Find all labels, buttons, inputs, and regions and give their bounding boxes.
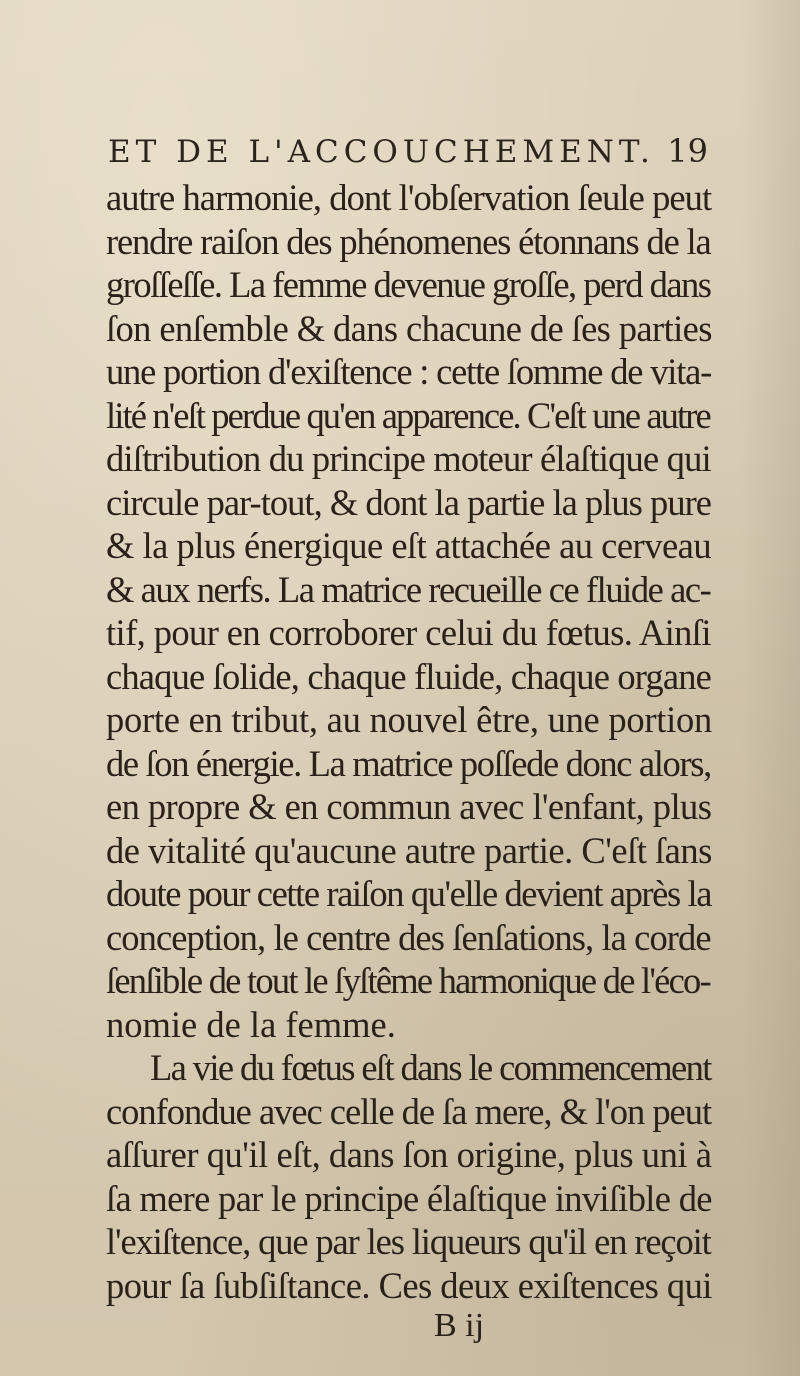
text-line: de ſon énergie. La matrice poſſede donc alors, xyxy=(106,742,711,784)
text-line: rendre raiſon des phénomenes étonnans de la xyxy=(106,220,711,262)
text-line: tif, pour en corroborer celui du fœtus. Ainſi xyxy=(106,612,711,653)
text-line: l'exiſtence, que par les liqueurs qu'il en reçoit xyxy=(106,1221,711,1262)
running-title: ET DE L'ACCOUCHEMENT. xyxy=(108,134,655,170)
signature-mark: B ij xyxy=(434,1307,485,1344)
text-line: pour ſa ſubſiſtance. Ces deux exiſtences qui xyxy=(106,1264,712,1306)
text-line: & la plus énergique eſt attachée au cerveau xyxy=(106,525,712,566)
text-line: ſenſible de tout le ſyſtême harmonique de l'éco- xyxy=(106,960,710,1001)
text-line: lité n'eſt perdue qu'en apparence. C'eſt une autre xyxy=(106,394,710,436)
text-line: confondue avec celle de ſa mere, & l'on peut xyxy=(106,1090,712,1132)
text-line: doute pour cette raiſon qu'elle devient après la xyxy=(106,873,712,914)
text-line: ſon enſemble & dans chacune de ſes parties xyxy=(106,307,712,349)
text-line: diſtribution du principe moteur élaſtique qui xyxy=(106,438,711,479)
text-line: de vitalité qu'aucune autre partie. C'eſt ſans xyxy=(106,829,712,871)
text-line: conception, le centre des ſenſations, la corde xyxy=(106,916,711,958)
text-line: porte en tribut, au nouvel être, une portion xyxy=(106,699,713,740)
text-line: autre harmonie, dont l'obſervation ſeule peut xyxy=(106,177,712,218)
text-line: nomie de la femme. xyxy=(106,1003,396,1045)
page-number: 19 xyxy=(667,132,708,170)
text-line: en propre & en commun avec l'enfant, plus xyxy=(106,786,712,827)
text-line: & aux nerfs. La matrice recueille ce fluide ac- xyxy=(106,568,711,610)
text-line: une portion d'exiſtence : cette ſomme de vita- xyxy=(106,351,712,392)
text-line: groſſeſſe. La femme devenue groſſe, perd dans xyxy=(106,264,711,305)
text-line: aſſurer qu'il eſt, dans ſon origine, plus uni à xyxy=(106,1134,712,1175)
text-line: La vie du fœtus eſt dans le commencement xyxy=(150,1047,711,1088)
text-line: ſa mere par le principe élaſtique inviſible de xyxy=(106,1177,712,1219)
text-line: chaque ſolide, chaque fluide, chaque organe xyxy=(106,655,712,697)
text-line: circule par-tout, & dont la partie la plus pure xyxy=(106,481,711,523)
